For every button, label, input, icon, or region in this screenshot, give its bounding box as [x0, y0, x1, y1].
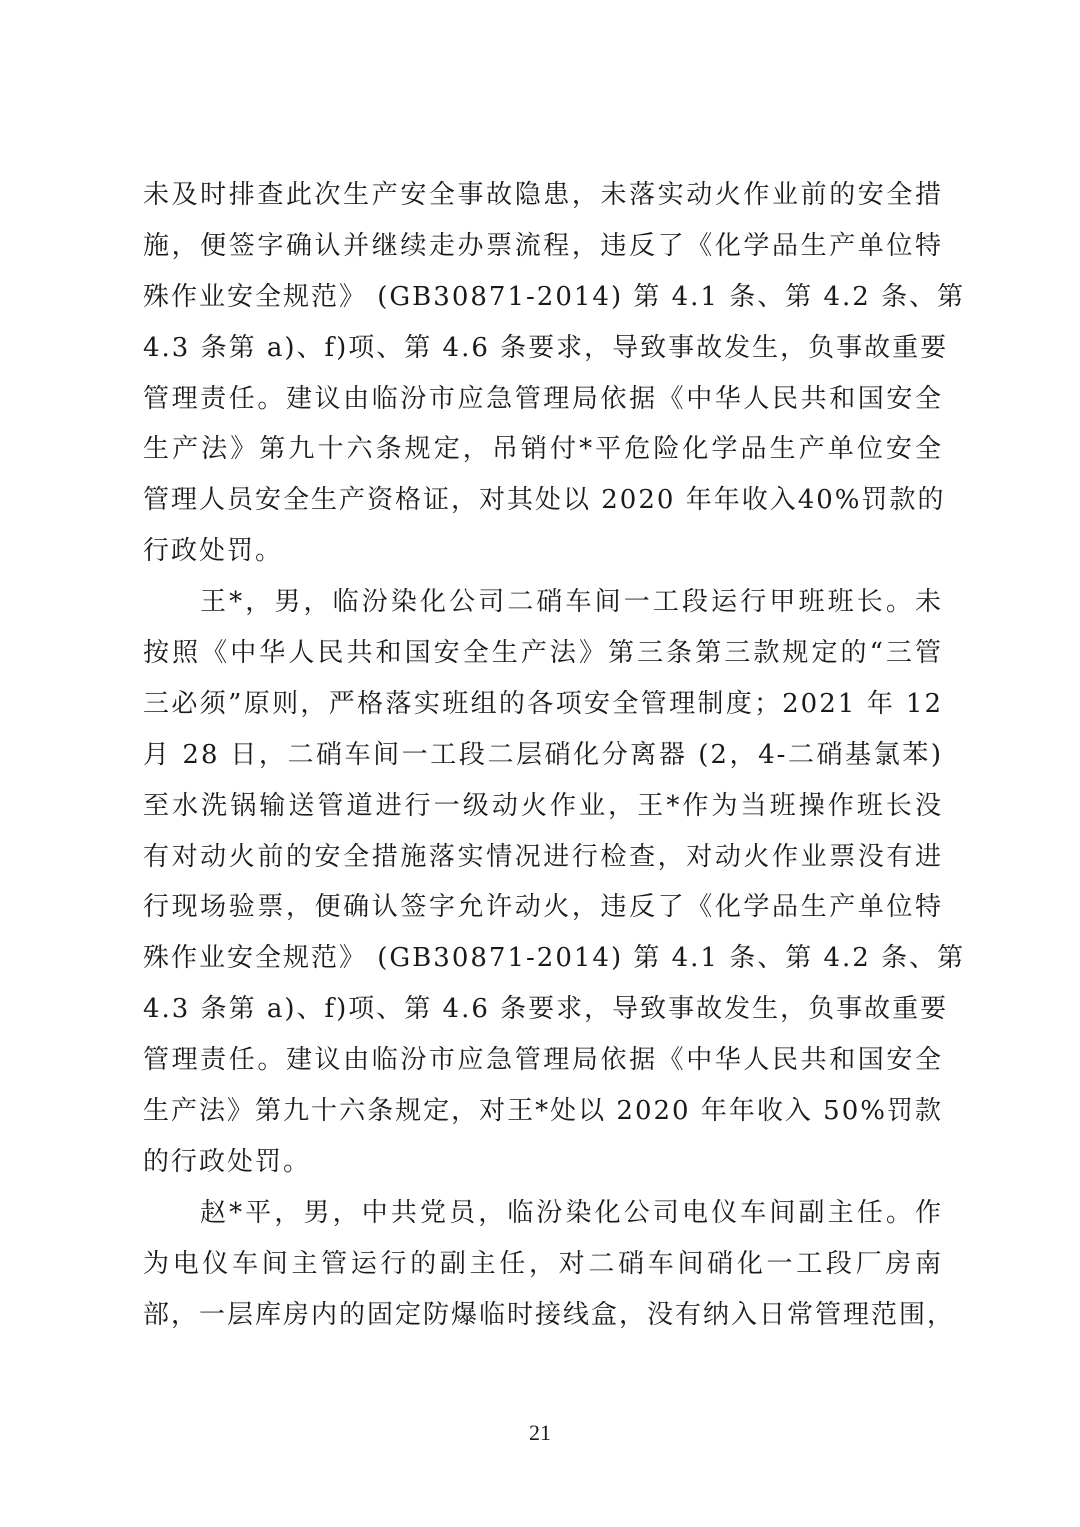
- text-line: 管理责任。建议由临汾市应急管理局依据《中华人民共和国安全: [143, 383, 943, 414]
- text-line: 至水洗锅输送管道进行一级动火作业，王*作为当班操作班长没: [143, 790, 943, 821]
- text-line: 行政处罚。: [143, 536, 284, 567]
- text-line: 为电仪车间主管运行的副主任，对二硝车间硝化一工段厂房南: [143, 1248, 943, 1279]
- text-line: 施，便签字确认并继续走办票流程，违反了《化学品生产单位特: [143, 230, 943, 261]
- text-line: 4.3 条第 a)、f)项、第 4.6 条要求，导致事故发生，负事故重要: [143, 994, 949, 1025]
- text-line: 殊作业安全规范》 (GB30871-2014) 第 4.1 条、第 4.2 条、第: [143, 281, 966, 312]
- text-line: 管理责任。建议由临汾市应急管理局依据《中华人民共和国安全: [143, 1045, 943, 1076]
- text-line: 按照《中华人民共和国安全生产法》第三条第三款规定的“三管: [143, 638, 943, 669]
- paragraph-first-line: 赵*平，男，中共党员，临汾染化公司电仪车间副主任。作: [200, 1197, 943, 1228]
- text-line: 三必须”原则，严格落实班组的各项安全管理制度；2021 年 12: [143, 688, 943, 719]
- text-line: 部，一层库房内的固定防爆临时接线盒，没有纳入日常管理范围，: [143, 1299, 956, 1330]
- text-line: 殊作业安全规范》 (GB30871-2014) 第 4.1 条、第 4.2 条、第: [143, 943, 966, 974]
- text-line: 月 28 日，二硝车间一工段二层硝化分离器 (2，4-二硝基氯苯): [143, 739, 943, 770]
- text-line: 生产法》第九十六条规定，对王*处以 2020 年年收入 50%罚款: [143, 1096, 943, 1127]
- body-text: [143, 170, 966, 1340]
- text-line: 行现场验票，便确认签字允许动火，违反了《化学品生产单位特: [143, 892, 943, 923]
- text-line: 未及时排查此次生产安全事故隐患，未落实动火作业前的安全措: [143, 180, 943, 210]
- page-number: 21: [529, 1420, 551, 1445]
- text-line: 生产法》第九十六条规定，吊销付*平危险化学品生产单位安全: [143, 434, 943, 465]
- text-line: 4.3 条第 a)、f)项、第 4.6 条要求，导致事故发生，负事故重要: [143, 332, 949, 363]
- text-line: 管理人员安全生产资格证，对其处以 2020 年年收入40%罚款的: [143, 485, 946, 516]
- text-line: 有对动火前的安全措施落实情况进行检查，对动火作业票没有进: [143, 841, 943, 872]
- paragraph-first-line: 王*，男，临汾染化公司二硝车间一工段运行甲班班长。未: [200, 587, 943, 618]
- text-line: 的行政处罚。: [143, 1146, 312, 1177]
